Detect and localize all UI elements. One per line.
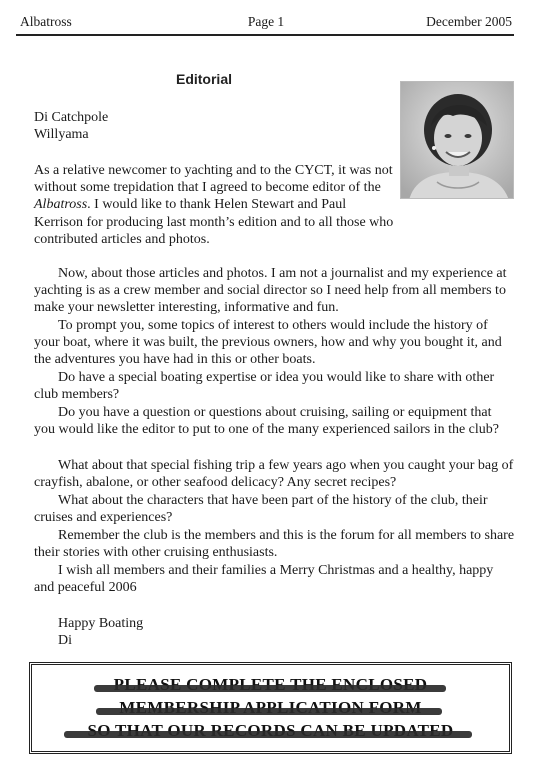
header-divider bbox=[16, 34, 514, 36]
strikethrough-mark bbox=[64, 731, 472, 738]
signoff-name: Di bbox=[58, 633, 72, 648]
article-title: Editorial bbox=[175, 71, 232, 87]
page-header bbox=[18, 14, 514, 32]
byline bbox=[34, 109, 108, 143]
paragraph: Do have a special boating expertise or idea you would like to share with other club members? bbox=[34, 370, 495, 403]
page-number: Page 1 bbox=[247, 14, 285, 29]
author-location: Willyama bbox=[34, 127, 89, 142]
publication-name: Albatross bbox=[34, 197, 88, 213]
signoff-greeting: Happy Boating bbox=[58, 616, 144, 631]
paragraph: Do you have a question or questions about cruising, sailing or equipment that you would like the editor to put to one of the many experienced sailors in the club? bbox=[34, 405, 499, 438]
paragraph: What about the characters that have been part of the history of the club, their cruises and experiences? bbox=[34, 493, 488, 526]
paragraph: I wish all members and their families a Merry Christmas and a healthy, happy and peaceful 2006 bbox=[34, 563, 494, 596]
paragraph: To prompt you, some topics of interest to others would include the history of your boat, where it was built, the previous owners, how and why you bought it, and the adventures you have had in this or other boats. bbox=[34, 318, 502, 368]
issue-date: December 2005 bbox=[426, 14, 512, 29]
paragraph: Now, about those articles and photos. I am not a journalist and my experience at yachting is as a crew member and social director so I need help from all members to make your newsletter interesting, informative and fun. bbox=[34, 266, 507, 316]
intro-paragraph: As a relative newcomer to yachting and to the CYCT, it was not without some trepidation that I agreed to become editor of the Albatross. I would like to thank Helen Stewart and Paul Kerrison for producing last month’s edition and to all those who contributed articles and photos. bbox=[34, 163, 394, 247]
portrait-image bbox=[401, 82, 514, 199]
paragraph: Remember the club is the members and this is the forum for all members to share their stories with other cruising enthusiasts. bbox=[34, 528, 515, 561]
newsletter-name: Albatross bbox=[20, 14, 72, 29]
membership-notice-box bbox=[29, 662, 512, 754]
author-name: Di Catchpole bbox=[34, 110, 109, 125]
strikethrough-mark bbox=[96, 708, 442, 715]
strikethrough-mark bbox=[94, 685, 446, 692]
author-photo bbox=[400, 81, 514, 199]
paragraph: What about that special fishing trip a few years ago when you caught your bag of crayfish, abalone, or other seafood delicacy? Any secret recipes? bbox=[34, 458, 514, 491]
signoff bbox=[58, 615, 143, 649]
